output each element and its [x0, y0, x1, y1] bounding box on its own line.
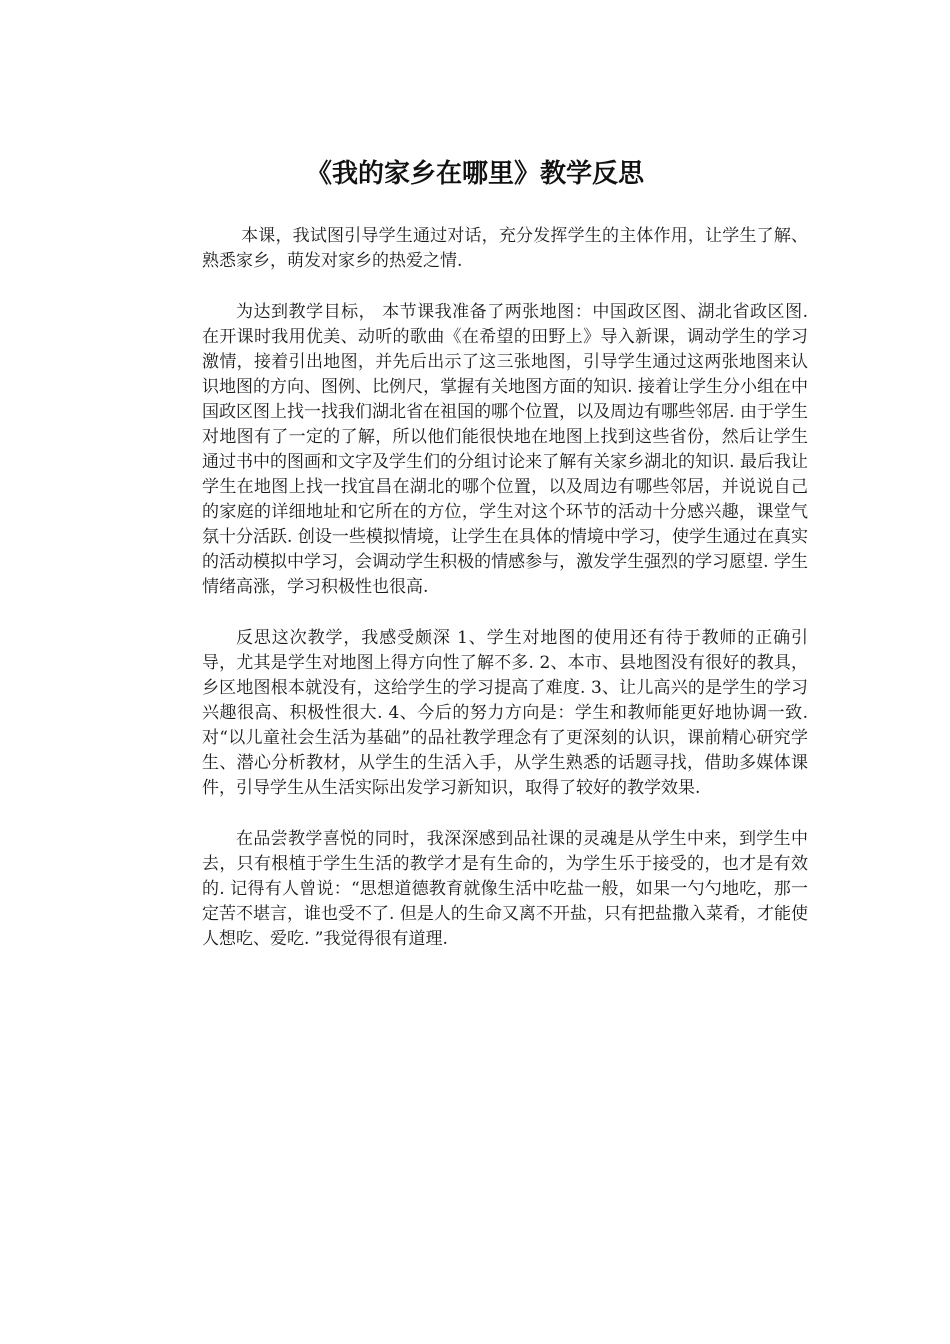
document-body [202, 224, 808, 978]
paragraph-intro: 本课，我试图引导学生通过对话，充分发挥学生的主体作用，让学生了解、熟悉家乡，萌发对家乡的热爱之情. [202, 226, 808, 271]
paragraph-reflection: 反思这次教学，我感受颇深 1、学生对地图的使用还有待于教师的正确引导，尤其是学生对地图上得方向性了解不多. 2、本市、县地图没有很好的教具，乡区地图根本就没有，这给学生的学习提高了难度. 3、让儿高兴的是学生的学习兴趣很高、积极性很大. 4、今后的努力方向是：学生和教师能更好地协调一致. 对“以儿童社会生活为基础”的品社教学理念有了更深刻的认识，课前精心研究学生、潜心分析教材，从学生的生活入手，从学生熟悉的话题寻找，借助多媒体课件，引导学生从生活实际出发学习新知识，取得了较好的教学效果. [202, 628, 808, 798]
paragraph-conclusion: 在品尝教学喜悦的同时，我深深感到品社课的灵魂是从学生中来，到学生中去，只有根植于学生生活的教学才是有生命的，为学生乐于接受的，也才是有效的. 记得有人曾说：“思想道德教育就像生活中吃盐一般，如果一勺勺地吃，那一定苦不堪言，谁也受不了. 但是人的生命又离不开盐，只有把盐撒入菜肴，才能使人想吃、爱吃. ”我觉得很有道理. [202, 829, 808, 949]
document-title: 《我的家乡在哪里》教学反思 [305, 159, 644, 189]
paragraph-teaching-process: 为达到教学目标， 本节课我准备了两张地图：中国政区图、湖北省政区图. 在开课时我用优美、动听的歌曲《在希望的田野上》导入新课，调动学生的学习激情，接着引出地图，并先后出示了这三张地图，引导学生通过这两张地图来认识地图的方向、图例、比例尺，掌握有关地图方面的知识. 接着让学生分小组在中国政区图上找一找我们湖北省在祖国的哪个位置，以及周边有哪些邻居. 由于学生对地图有了一定的了解，所以他们能很快地在地图上找到这些省份，然后让学生通过书中的图画和文字及学生们的分组讨论来了解有关家乡湖北的知识. 最后我让学生在地图上找一找宜昌在湖北的哪个位置，以及周边有哪些邻居，并说说自己的家庭的详细地址和它所在的方位，学生对这个环节的活动十分感兴趣，课堂气氛十分活跃. 创设一些模拟情境，让学生在具体的情境中学习，使学生通过在真实的活动模拟中学习，会调动学生积极的情感参与，激发学生强烈的学习愿望. 学生情绪高涨，学习积极性也很高. [202, 302, 808, 597]
